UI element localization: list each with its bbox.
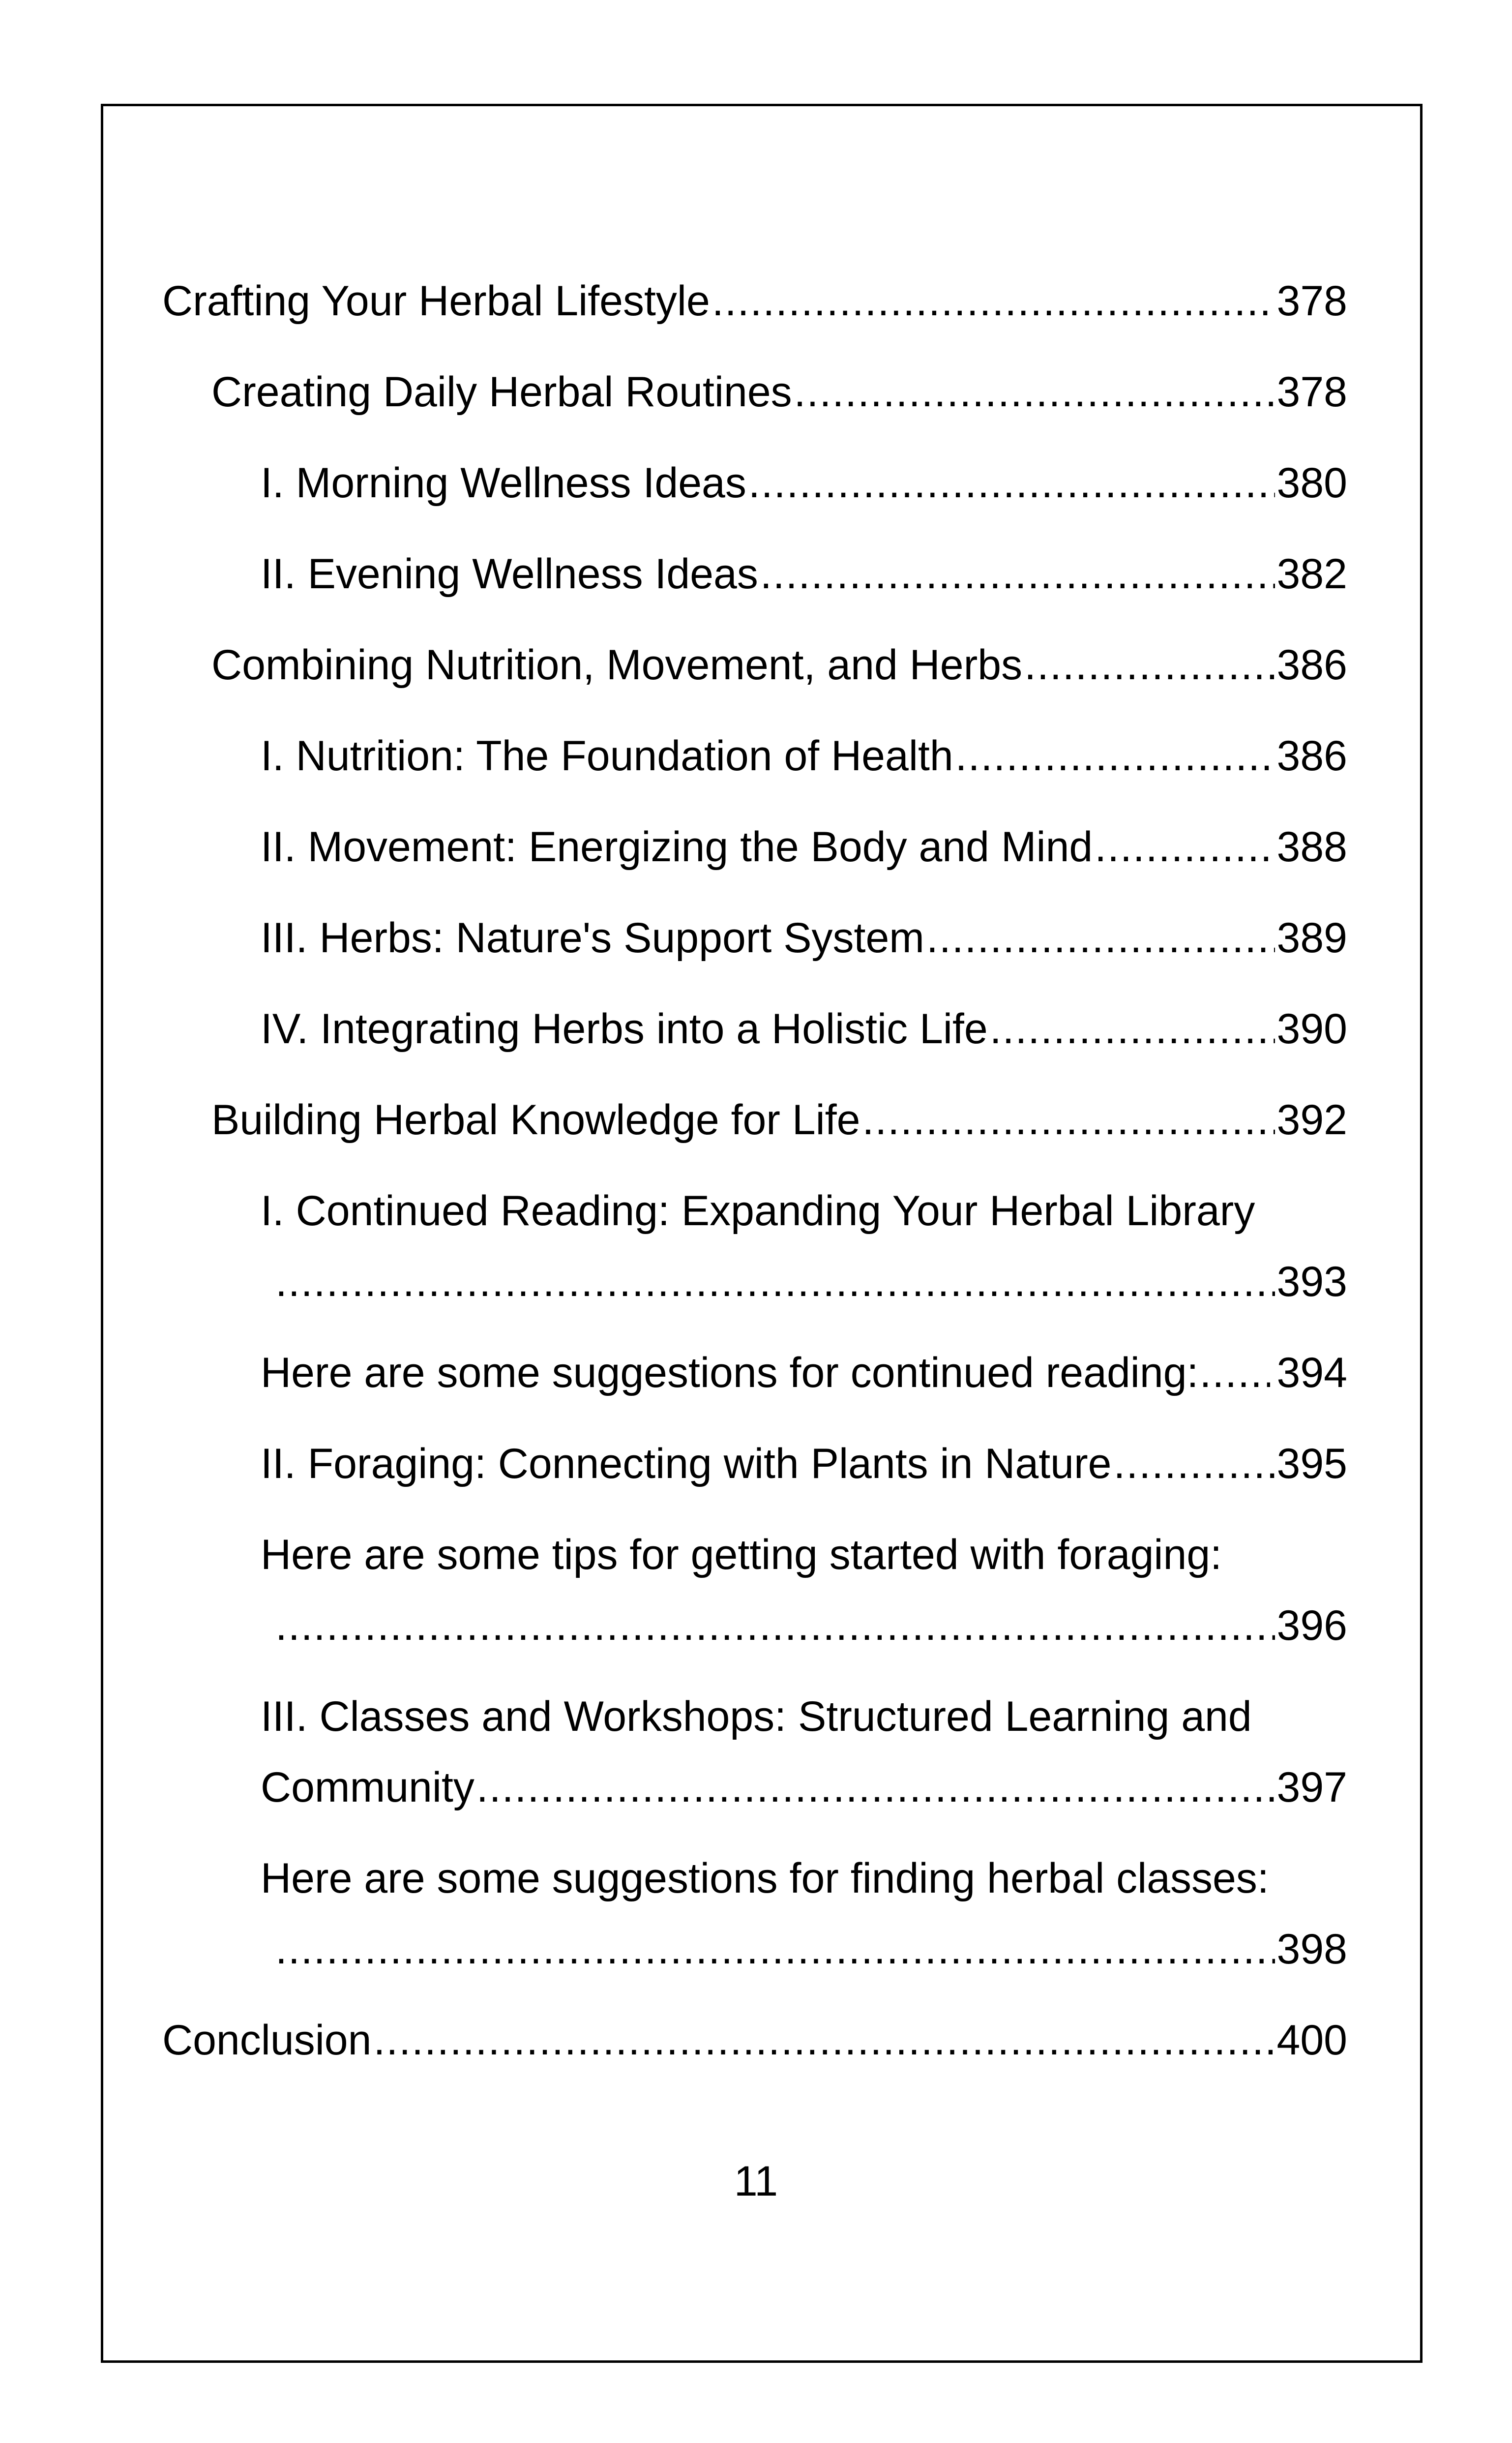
toc-entry-line	[261, 994, 1347, 1064]
toc-entry[interactable]	[162, 1085, 1347, 1155]
toc-entry[interactable]	[162, 1176, 1347, 1317]
toc-entry-line	[162, 266, 1347, 336]
toc-entry-title: Creating Daily Herbal Routines	[211, 368, 792, 416]
toc-entry[interactable]	[162, 630, 1347, 700]
toc-entry[interactable]	[162, 1519, 1347, 1661]
leader-dots	[794, 357, 1275, 427]
toc-entry-line	[162, 2005, 1347, 2076]
leader-dots	[1199, 1337, 1270, 1408]
toc-entry[interactable]	[162, 1681, 1347, 1823]
leader-dots	[275, 1246, 1275, 1317]
toc-entry[interactable]	[162, 1843, 1347, 1985]
toc-entry-line	[261, 448, 1347, 518]
leader-dots	[1113, 1428, 1275, 1499]
leader-dots	[748, 448, 1275, 518]
toc-entry-title: Here are some suggestions for continued reading:	[261, 1349, 1199, 1396]
toc-entry-title: II. Evening Wellness Ideas	[261, 550, 758, 598]
leader-dots	[955, 721, 1275, 791]
toc-entry-title: Building Herbal Knowledge for Life	[211, 1096, 860, 1144]
toc-entry-page: 395	[1276, 1440, 1347, 1487]
leader-dots	[760, 539, 1275, 609]
toc-entry-line	[261, 1246, 1347, 1317]
leader-dots	[990, 994, 1275, 1064]
leader-dots	[275, 1914, 1275, 1985]
toc-entry-line	[261, 903, 1347, 973]
toc-entry-title: I. Nutrition: The Foundation of Health	[261, 732, 953, 780]
toc-entry-page: 396	[1276, 1602, 1347, 1649]
toc-entry[interactable]	[162, 266, 1347, 336]
toc-entry-title: Conclusion	[162, 2017, 372, 2064]
toc-entry-title: II. Foraging: Connecting with Plants in Nature	[261, 1440, 1112, 1487]
toc-entry-line	[261, 1752, 1347, 1823]
toc-entry-page: 386	[1276, 732, 1347, 780]
leader-dots	[275, 1590, 1275, 1661]
toc-entry[interactable]	[162, 812, 1347, 882]
toc-entry-page: 389	[1276, 914, 1347, 962]
leader-dots	[373, 2005, 1275, 2076]
toc-entry-title: Community	[261, 1764, 474, 1811]
toc-entry-line	[261, 812, 1347, 882]
toc-entry[interactable]	[162, 903, 1347, 973]
toc-entry-line	[261, 1914, 1347, 1985]
table-of-contents	[162, 266, 1347, 2096]
toc-entry-page: 392	[1276, 1096, 1347, 1144]
toc-entry-line	[261, 721, 1347, 791]
leader-dots	[476, 1752, 1275, 1823]
toc-entry[interactable]	[162, 994, 1347, 1064]
leader-dots	[926, 903, 1275, 973]
leader-dots	[1024, 630, 1275, 700]
toc-entry-page: 386	[1276, 641, 1347, 689]
toc-entry[interactable]	[162, 1337, 1347, 1408]
toc-entry-title: Here are some suggestions for finding herbal classes:	[261, 1855, 1269, 1902]
toc-entry-line	[211, 357, 1347, 427]
toc-entry-page: 397	[1276, 1764, 1347, 1811]
toc-entry-title: Here are some tips for getting started with foraging:	[261, 1531, 1222, 1578]
toc-entry[interactable]	[162, 721, 1347, 791]
toc-entry-page: 393	[1276, 1258, 1347, 1305]
toc-entry[interactable]	[162, 448, 1347, 518]
toc-entry[interactable]	[162, 1428, 1347, 1499]
toc-entry-title: Crafting Your Herbal Lifestyle	[162, 277, 710, 325]
toc-entry-line	[211, 1085, 1347, 1155]
toc-entry-title-line1: III. Classes and Workshops: Structured Learning and	[261, 1693, 1252, 1740]
toc-entry-line	[211, 630, 1347, 700]
toc-entry-page: 390	[1276, 1005, 1347, 1053]
toc-entry-line	[261, 1428, 1347, 1499]
page-number: 11	[734, 2158, 778, 2205]
toc-entry-page: 380	[1276, 459, 1347, 507]
toc-entry-page: 382	[1276, 550, 1347, 598]
toc-entry[interactable]	[162, 357, 1347, 427]
toc-entry-line	[261, 1337, 1347, 1408]
toc-entry-page: 388	[1276, 823, 1347, 871]
leader-dots	[712, 266, 1275, 336]
leader-dots	[1095, 812, 1275, 882]
toc-entry-page: 378	[1276, 368, 1347, 416]
toc-entry-page: 378	[1276, 277, 1347, 325]
toc-entry-page: 398	[1276, 1926, 1347, 1973]
toc-entry-title: Combining Nutrition, Movement, and Herbs	[211, 641, 1023, 689]
toc-entry[interactable]	[162, 2005, 1347, 2076]
toc-entry-page: 394	[1276, 1349, 1347, 1396]
toc-entry-title: I. Continued Reading: Expanding Your Herbal Library	[261, 1187, 1255, 1235]
toc-entry-title: I. Morning Wellness Ideas	[261, 459, 746, 507]
toc-entry-title: IV. Integrating Herbs into a Holistic Life	[261, 1005, 988, 1053]
toc-entry[interactable]	[162, 539, 1347, 609]
toc-entry-page: 400	[1276, 2017, 1347, 2064]
toc-entry-line	[261, 539, 1347, 609]
toc-entry-title: II. Movement: Energizing the Body and Mind	[261, 823, 1093, 871]
toc-entry-title: III. Herbs: Nature's Support System	[261, 914, 924, 962]
toc-entry-line	[261, 1590, 1347, 1661]
leader-dots	[862, 1085, 1275, 1155]
